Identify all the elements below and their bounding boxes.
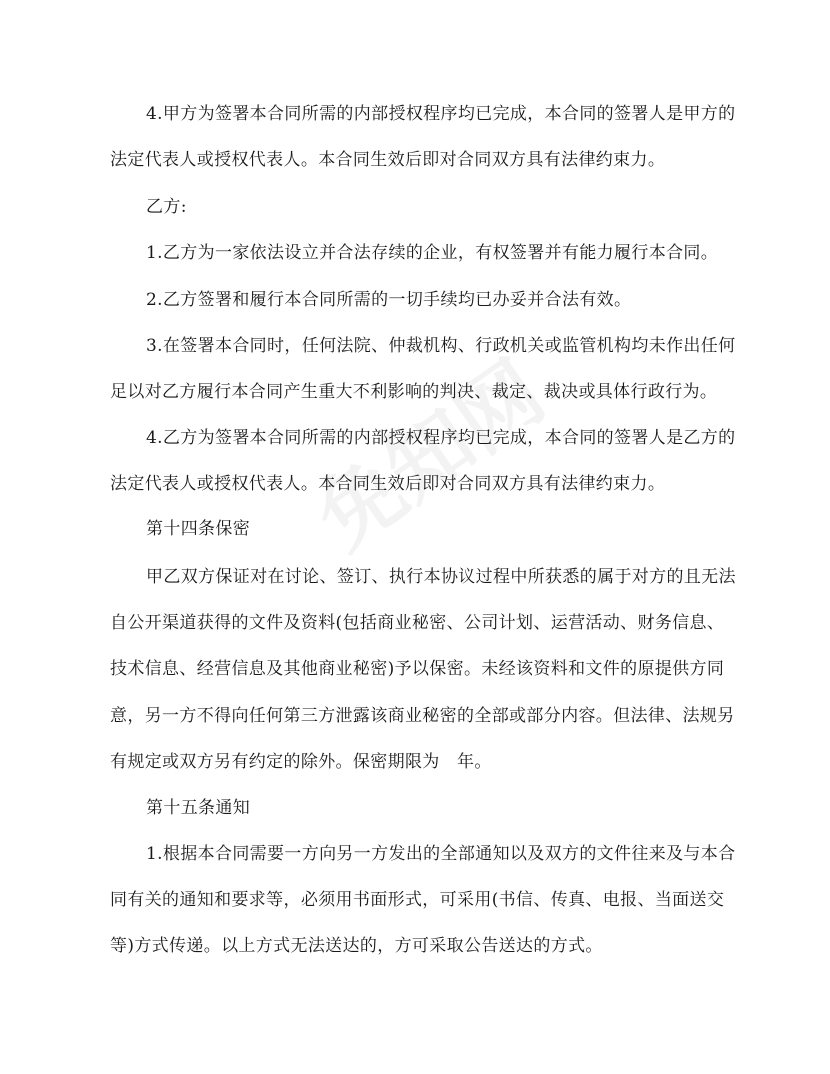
text-line: 法定代表人或授权代表人。本合同生效后即对合同双方具有法律约束力。 <box>110 150 666 170</box>
text-line: 意，另一方不得向任何第三方泄露该商业秘密的全部或部分内容。但法律、法规另 <box>110 706 735 726</box>
text-line: 4.乙方为签署本合同所需的内部授权程序均已完成，本合同的签署人是乙方的 <box>146 428 736 448</box>
text-line: 1.乙方为一家依法设立并合法存续的企业，有权签署并有能力履行本合同。 <box>146 243 719 263</box>
text-line: 甲乙双方保证对在讨论、签订、执行本协议过程中所获悉的属于对方的且无法 <box>146 567 736 587</box>
section-label: 乙方: <box>146 197 187 217</box>
text-line: 有规定或双方另有约定的除外。保密期限为 年。 <box>110 752 492 772</box>
text-line: 法定代表人或授权代表人。本合同生效后即对合同双方具有法律约束力。 <box>110 474 666 494</box>
text-line: 4.甲方为签署本合同所需的内部授权程序均已完成，本合同的签署人是甲方的 <box>146 104 736 124</box>
text-line: 同有关的通知和要求等，必须用书面形式，可采用(书信、传真、电报、当面送交 <box>110 890 725 910</box>
article-heading: 第十五条通知 <box>146 798 251 818</box>
watermark <box>292 335 568 574</box>
text-line: 等)方式传递。以上方式无法送达的，方可采取公告送达的方式。 <box>110 936 603 956</box>
text-line: 自公开渠道获得的文件及资料(包括商业秘密、公司计划、运营活动、财务信息、 <box>110 613 725 633</box>
text-line: 技术信息、经营信息及其他商业秘密)予以保密。未经该资料和文件的原提供方同 <box>110 659 725 679</box>
article-heading: 第十四条保密 <box>146 519 251 539</box>
text-line: 足以对乙方履行本合同产生重大不利影响的判决、裁定、裁决或具体行政行为。 <box>110 382 718 402</box>
text-line: 1.根据本合同需要一方向另一方发出的全部通知以及双方的文件往来及与本合 <box>146 844 736 864</box>
text-line: 2.乙方签署和履行本合同所需的一切手续均已办妥并合法有效。 <box>146 290 632 310</box>
text-line: 3.在签署本合同时，任何法院、仲裁机构、行政机关或监管机构均未作出任何 <box>146 336 736 356</box>
